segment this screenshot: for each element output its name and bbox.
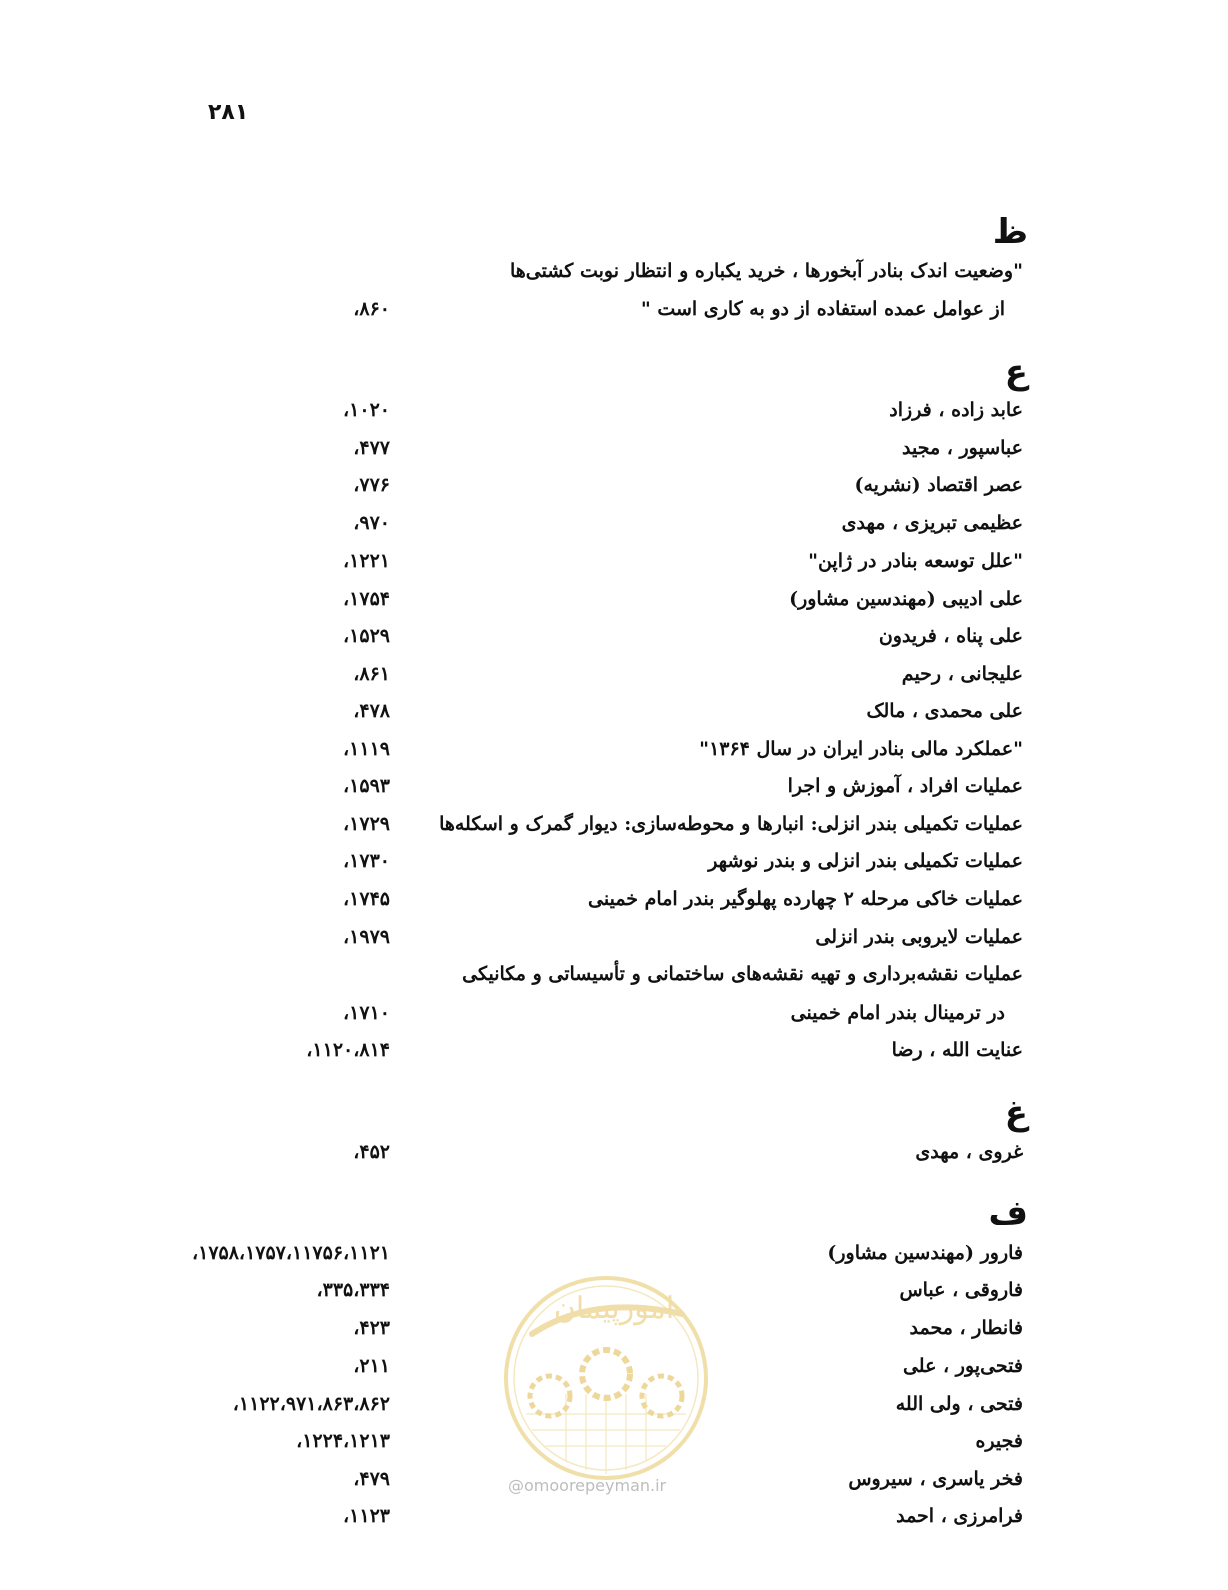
entry-refs: ،۱۷۵۴ — [343, 588, 390, 610]
entry-refs: ،۹۷۰ — [353, 512, 390, 534]
entry-refs: ،۱۱۲۲،۹۷۱،۸۶۳،۸۶۲ — [232, 1393, 390, 1415]
entry-refs: ،۱۲۲۴،۱۲۱۳ — [296, 1430, 390, 1452]
index-entry — [40, 807, 1023, 841]
entry-term: فرامرزی ، احمد — [896, 1505, 1023, 1527]
entry-refs: ،۷۷۶ — [353, 474, 390, 496]
entry-term: علیجانی ، رحیم — [901, 663, 1023, 685]
entry-refs: ،۳۳۵،۳۳۴ — [316, 1279, 390, 1301]
index-entry — [40, 882, 1023, 916]
entry-refs: ،۱۱۲۰،۸۱۴ — [306, 1039, 390, 1061]
index-entry — [40, 254, 1023, 288]
entry-term: از عوامل عمده استفاده از دو به کاری است " — [640, 298, 1005, 320]
entry-term: غروی ، مهدی — [915, 1141, 1023, 1163]
index-entry — [40, 292, 1023, 326]
entry-term: علی پناه ، فریدون — [878, 625, 1023, 647]
entry-term: عنایت الله ، رضا — [891, 1039, 1023, 1061]
index-entry — [40, 769, 1023, 803]
index-entry — [40, 619, 1023, 653]
entry-refs: ،۱۷۴۵ — [343, 888, 390, 910]
entry-refs: ،۲۱۱ — [353, 1355, 390, 1377]
index-entry — [40, 1499, 1023, 1533]
entry-refs: ،۱۷۲۹ — [343, 813, 390, 835]
entry-term: "علل توسعه بنادر در ژاپن" — [808, 550, 1023, 572]
index-entry — [40, 468, 1023, 502]
watermark-logo — [502, 1274, 710, 1482]
entry-refs: ،۴۷۸ — [353, 700, 390, 722]
entry-term: عملیات تکمیلی بندر انزلی و بندر نوشهر — [708, 850, 1023, 872]
index-entry — [40, 657, 1023, 691]
entry-refs: ،۱۷۱۰ — [343, 1002, 390, 1024]
section-letter: ظ — [992, 212, 1028, 252]
index-entry — [40, 732, 1023, 766]
entry-refs: ،۱۹۷۹ — [343, 926, 390, 948]
index-entry — [40, 1236, 1023, 1270]
entry-refs: ،۱۱۱۹ — [343, 738, 390, 760]
entry-term: عابد زاده ، فرزاد — [889, 399, 1023, 421]
entry-refs: ،۱۵۹۳ — [343, 775, 390, 797]
entry-refs: ،۴۵۲ — [353, 1141, 390, 1163]
entry-term: فانطار ، محمد — [909, 1317, 1023, 1339]
index-entry — [40, 694, 1023, 728]
entry-term: فتحی‌پور ، علی — [902, 1355, 1023, 1377]
entry-refs: ،۸۶۰ — [353, 298, 390, 320]
entry-refs: ،۱۱۲۳ — [343, 1505, 390, 1527]
index-entry — [40, 957, 1023, 991]
index-entry — [40, 506, 1023, 540]
entry-refs: ،۴۲۳ — [353, 1317, 390, 1339]
entry-refs: ،۱۷۳۰ — [343, 850, 390, 872]
index-entry — [40, 920, 1023, 954]
entry-refs: ،۱۲۲۱ — [343, 550, 390, 572]
entry-term: عملیات تکمیلی بندر انزلی: انبارها و محوطه‌سازی: دیوار گمرک و اسکله‌ها — [439, 813, 1023, 835]
index-entry — [40, 431, 1023, 465]
entry-term: فاروقی ، عباس — [899, 1279, 1023, 1301]
entry-term: فخر یاسری ، سیروس — [848, 1468, 1023, 1490]
entry-refs: ،۴۷۷ — [353, 437, 390, 459]
entry-refs: ،۱۵۲۹ — [343, 625, 390, 647]
watermark-text: @omoorepeyman.ir — [508, 1476, 667, 1495]
index-entry — [40, 582, 1023, 616]
entry-term: فتحی ، ولی الله — [895, 1393, 1023, 1415]
index-entry — [40, 544, 1023, 578]
index-entry — [40, 1033, 1023, 1067]
section-letter: ع — [1004, 352, 1028, 392]
index-entry — [40, 844, 1023, 878]
entry-refs: ،۸۶۱ — [353, 663, 390, 685]
entry-term: علی ادیبی (مهندسین مشاور) — [789, 588, 1023, 610]
section-letter: غ — [1004, 1093, 1028, 1133]
entry-term: فارور (مهندسین مشاور) — [827, 1242, 1023, 1264]
watermark-logo-text: امورپیمان — [553, 1291, 675, 1326]
entry-term: عظیمی تبریزی ، مهدی — [841, 512, 1023, 534]
entry-refs: ،۱۰۲۰ — [343, 399, 390, 421]
index-entry — [40, 996, 1023, 1030]
entry-term: عملیات نقشه‌برداری و تهیه نقشه‌های ساختمانی و تأسیساتی و مکانیکی — [462, 963, 1023, 985]
entry-term: فجیره — [975, 1430, 1023, 1452]
entry-refs: ،۴۷۹ — [353, 1468, 390, 1490]
section-letter: ف — [988, 1193, 1028, 1233]
entry-term: عملیات خاکی مرحله ۲ چهارده پهلوگیر بندر امام خمینی — [588, 888, 1023, 910]
entry-term: علی محمدی ، مالک — [866, 700, 1023, 722]
entry-term: عصر اقتصاد (نشریه) — [854, 474, 1023, 496]
entry-term: عباسپور ، مجید — [901, 437, 1023, 459]
index-entry — [40, 1135, 1023, 1169]
entry-term: عملیات افراد ، آموزش و اجرا — [787, 775, 1023, 797]
entry-term: "عملکرد مالی بنادر ایران در سال ۱۳۶۴" — [699, 738, 1023, 760]
entry-term: عملیات لایروبی بندر انزلی — [815, 926, 1023, 948]
page-number: ۲۸۱ — [208, 100, 249, 125]
index-entry — [40, 393, 1023, 427]
entry-refs: ،۱۷۵۸،۱۷۵۷،۱۱۷۵۶،۱۱۲۱ — [191, 1242, 390, 1264]
entry-term: "وضعیت اندک بنادر آبخورها ، خرید یکباره و انتظار نوبت کشتی‌ها — [509, 260, 1023, 282]
entry-term: در ترمینال بندر امام خمینی — [790, 1002, 1005, 1024]
